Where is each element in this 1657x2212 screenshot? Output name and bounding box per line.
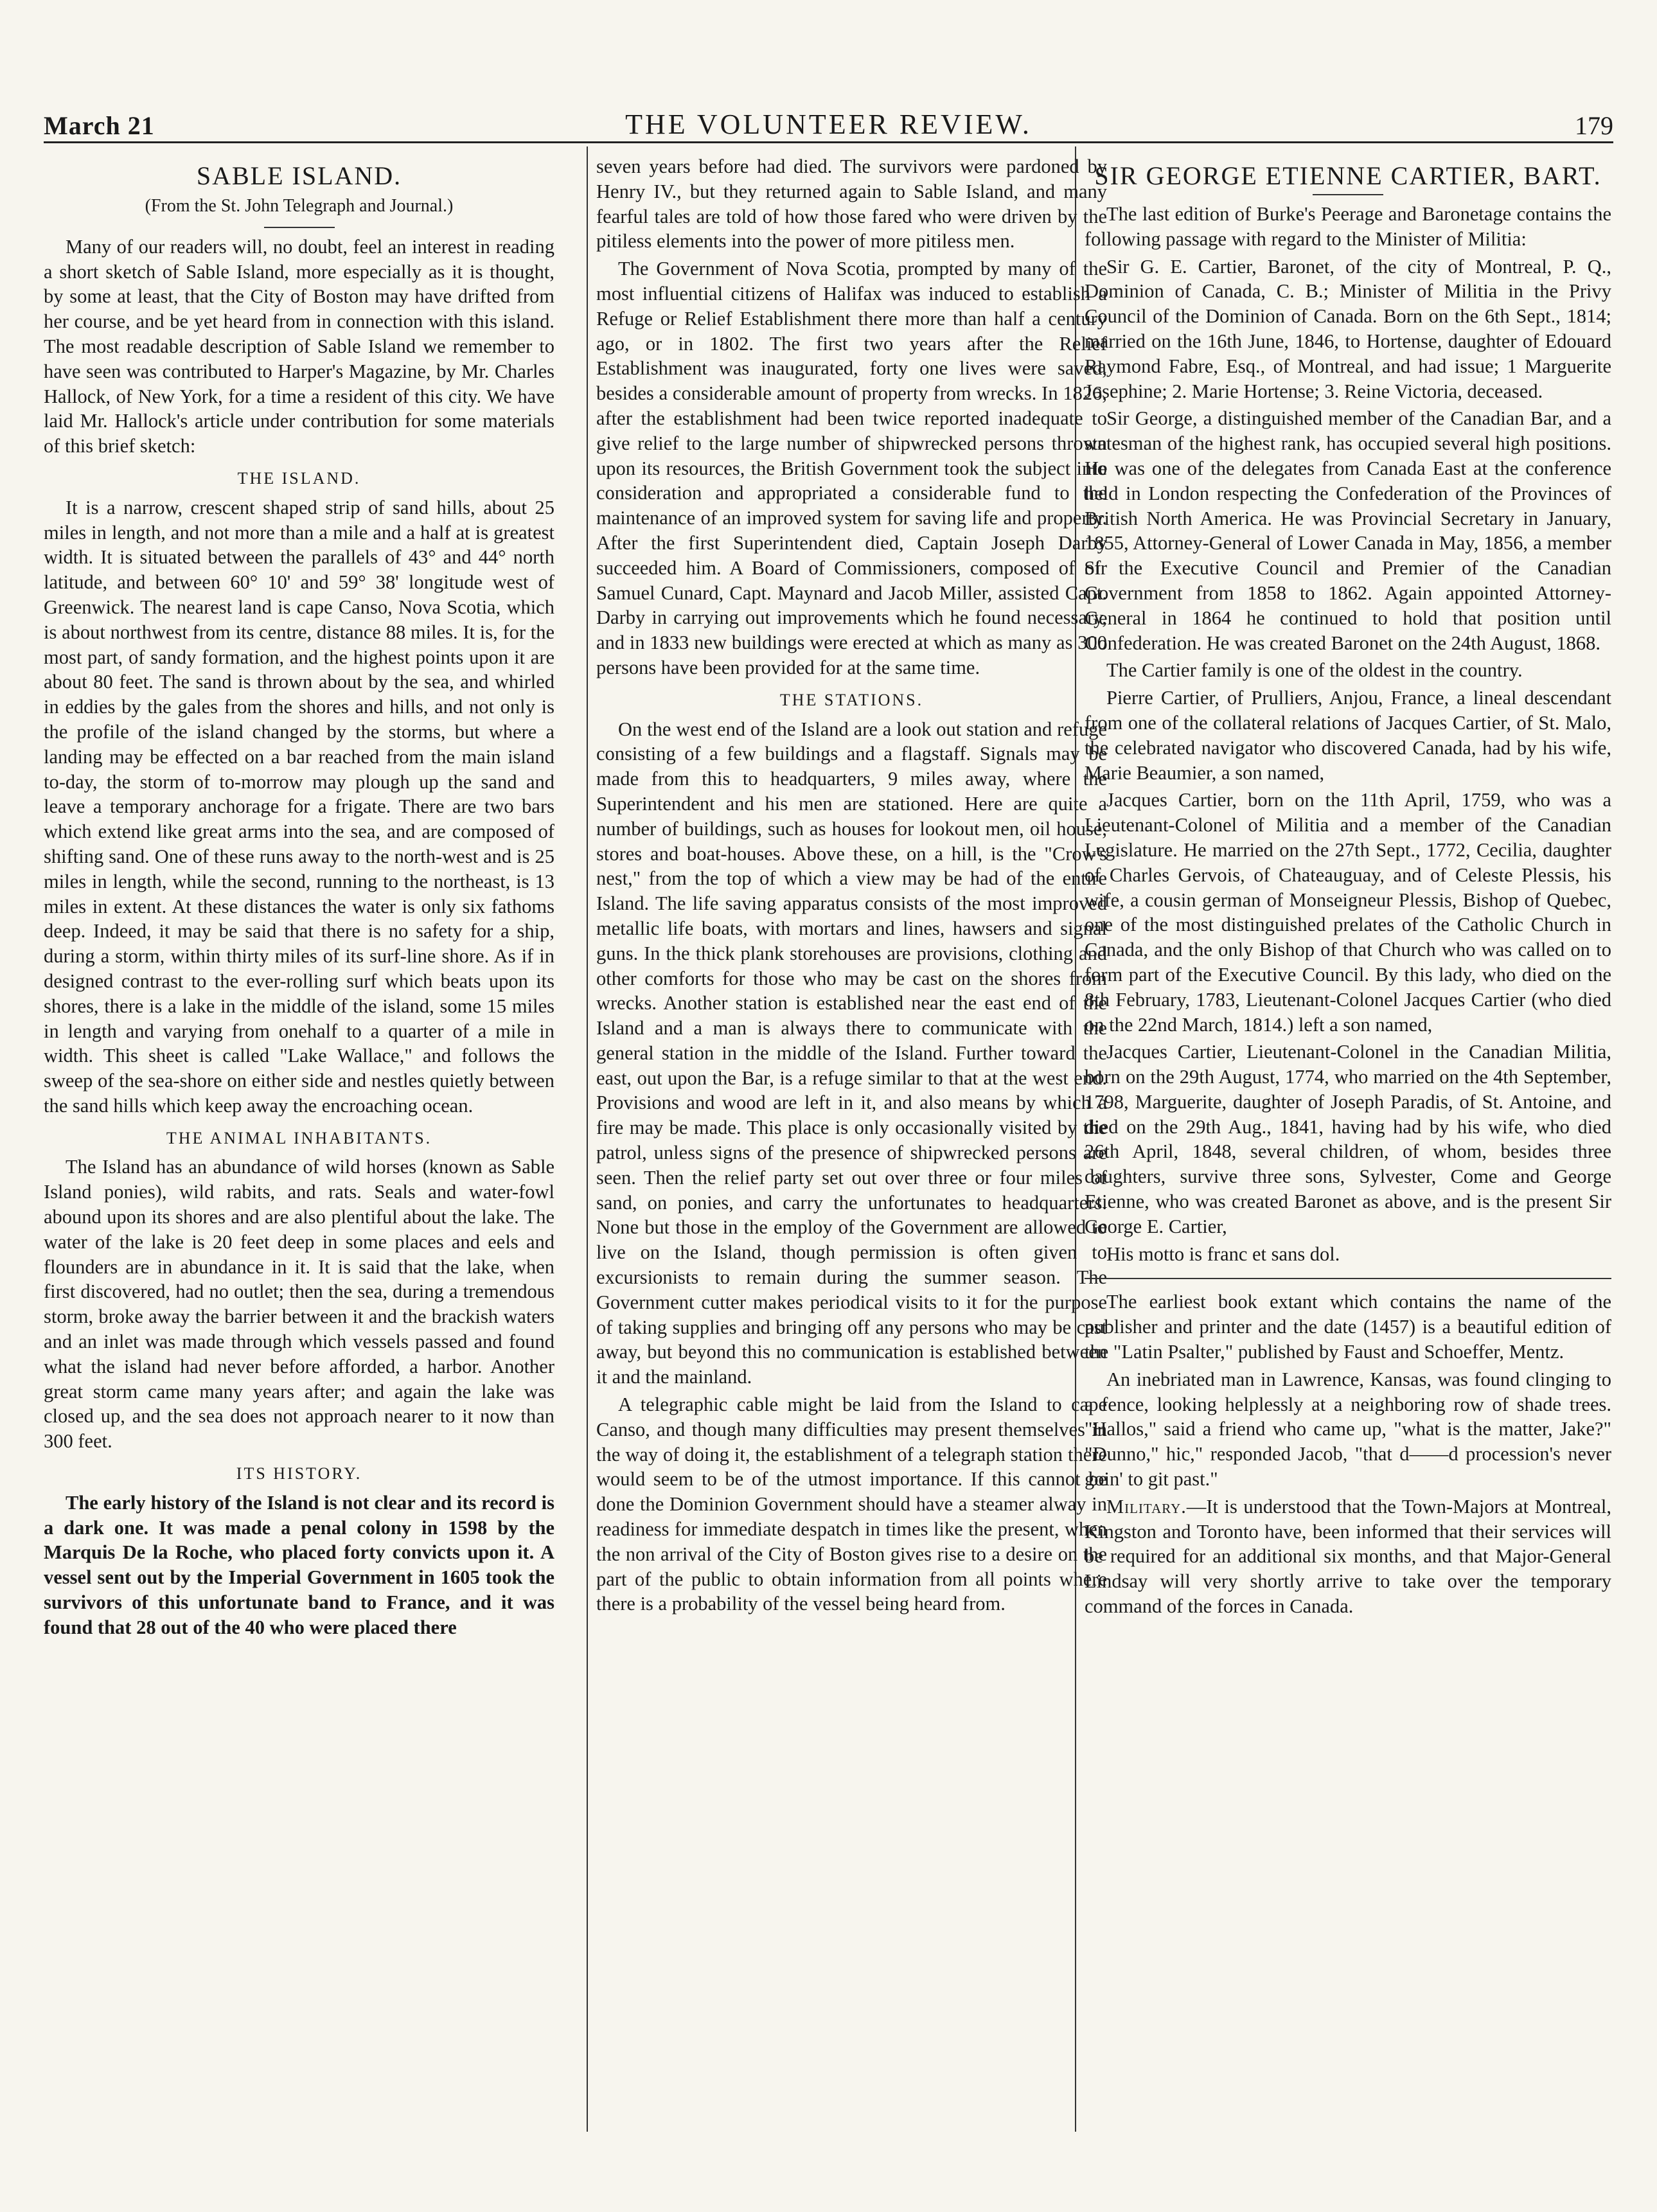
military-text: —It is understood that the Town-Majors at Montreal, Kingston and Toronto have, been informed that their services will be required for an additional six months, and that Major-General Lindsay will very shortly arrive to take over the temporary command of the forces in Canada. — [1085, 1495, 1611, 1618]
header-page-number: 179 — [1575, 111, 1613, 140]
paragraph: The Island has an abundance of wild horses (known as Sable Island ponies), wild rabits, and rats. Seals and water-fowl abound upon its shores and are also plentiful about the lake. The water of the lake is 20 feet deep in some places and eels and flounders are in abundance in it. It is said that the lake, when first discovered, had no outlet; then the sea, during a tremendous storm, broke away the barrier between it and the brackish waters and an inlet was made through which vessels passed and found what the island had never before afforded, a harbor. Another great storm came many years after; and again the lake was closed up, and the sea does not approach nearer to it now than 300 feet. — [44, 1156, 554, 1453]
paragraph: The earliest book extant which contains the name of the publisher and printer and the date (1457) is a beautiful edition of the "Latin Psalter," published by Faust and Schoeffer, Mentz. — [1085, 1291, 1611, 1363]
paragraph: Sir George, a distinguished member of the Canadian Bar, and a statesman of the highest rank, has occupied several high positions. He was one of the delegates from Canada East at the conference held in London respecting the Confederation of the Provinces of British North America. He was Provincial Secretary in January, 1855, Attorney-General of Lower Canada in May, 1856, a member of the Executive Council and Premier of the Canadian Government from 1858 to 1862. Again appointed Attorney-General in 1864 he continued to hold that position until Confederation. He was created Baronet on the 24th August, 1868. — [1085, 407, 1611, 654]
divider — [264, 227, 335, 228]
paragraph: The Cartier family is one of the oldest in the country. — [1106, 659, 1523, 682]
paragraph: It is a narrow, crescent shaped strip of sand hills, about 25 miles in length, and not more than a mile and a half at is greatest width. It is situated between the parallels of 43° and 44° north latitude, and between 60° 10' and 59° 38' longitude west of Greenwick. The nearest land is cape Canso, Nova Scotia, which is about northwest from its centre, distance 88 miles. It is, for the most part, of sandy formation, and the highest points upon it are about 80 feet. The sand is thrown about by the sea, and whirled in eddies by the gales from the shores and hills, and not only is the profile of the island changed by the storms, but where a landing may be effected on a bar reached from the main island to-day, the storm of to-morrow may plough up the sand and leave a temporary anchorage for a frigate. There are two bars which extend like great arms into the sea, and are composed of shifting sand. One of these runs away to the north-west and is 25 miles in length, while the second, running to the northeast, is 13 miles in extent. At these distances the water is only six fathoms deep. Indeed, it may be said that there is no safety for a ship, during a storm, within thirty miles of its surf-line shore. As if in designed contrast to the ever-rolling surf which beats upon its shores, there is a lake in the middle of the island, some 15 miles in length and varying from onehalf to a quarter of a mile in width. This sheet is called "Lake Wallace," and follows the sweep of the sea-shore on either side and nestles quietly between the sand hills which keep away the encroaching ocean. — [44, 496, 554, 1117]
section-heading: THE STATIONS. — [779, 690, 924, 709]
paragraph: The last edition of Burke's Peerage and Baronetage contains the following passage with regard to the Minister of Militia: — [1085, 203, 1611, 250]
section-heading: THE ANIMAL INHABITANTS. — [166, 1128, 432, 1147]
header-title: THE VOLUNTEER REVIEW. — [625, 109, 1032, 140]
column-divider — [587, 146, 588, 2132]
motto: His motto is franc et sans dol. — [1106, 1243, 1340, 1265]
military-lead: Military. — [1106, 1495, 1187, 1517]
paragraph: Many of our readers will, no doubt, feel an interest in reading a short sketch of Sable Island, more especially as it is thought, by some at least, that the City of Boston may have drifted from her course, and be yet heard from in connection with this island. The most readable description of Sable Island we remember to have seen was contributed to Harper's Magazine, by Mr. Charles Hallock, of New York, for a time a resident of this city. We have laid Mr. Hallock's article under contribution for some materials of this brief sketch: — [44, 235, 554, 457]
paragraph: The Government of Nova Scotia, prompted by many of the most influential citizens of Halifax was induced to establish a Refuge or Relief Establishment there more than half a century ago, or in 1802. The first two years after the Relief Establishment was inaugurated, forty one lives were saved, besides a considerable amount of property from wrecks. In 1826, after the establishment had been twice reported inadequate to give relief to the large number of shipwrecked persons thrown upon its resources, the British Government took the subject into consideration and appropriated a considerable fund to the maintenance of an improved system for saving life and property. After the first Superintendent died, Captain Joseph Darby succeeded him. A Board of Commissioners, composed of Sir Samuel Cunard, Capt. Maynard and Jacob Miller, assisted Capt. Darby in carrying out improvements which he found necessary, and in 1833 new buildings were erected at which as many as 300 persons have been provided for at the same time. — [596, 258, 1107, 678]
paragraph: A telegraphic cable might be laid from the Island to cape Canso, and though many difficulties may present themselves in the way of doing it, the establishment of a telegraph station there would seem to be of the utmost importance. If this cannot be done the Dominion Government should have a steamer alway in readiness for immediate despatch in times like the present, when the non arrival of the City of Boston gives rise to a desire on the part of the public to obtain information from all points where there is a probability of the vessel being heard from. — [596, 1394, 1107, 1615]
column-2 — [596, 154, 1107, 1619]
section-heading: THE ISLAND. — [237, 468, 361, 488]
paragraph: Jacques Cartier, born on the 11th April, 1759, who was a Lieutenant-Colonel of Militia and a member of the Canadian Legislature. He married on the 27th Sept., 1772, Cecilia, daughter of Charles Gervois, of Chateauguay, and of Celeste Plessis, his wife, a cousin german of Monseigneur Plessis, Bishop of Quebec, one of the most distinguished prelates of the Catholic Church in Canada, and the only Bishop of that Church who was called on to form part of the Executive Council. By this lady, who died on the 8th February, 1783, Lieutenant-Colonel Jacques Cartier (who died on the 22nd March, 1814.) left a son named, — [1085, 789, 1611, 1036]
paragraph: seven years before had died. The survivors were pardoned by Henry IV., but they returned again to Sable Island, and many fearful tales are told of how those fared who were driven by the pitiless elements into the power of more pitiless men. — [596, 155, 1107, 252]
section-heading: ITS HISTORY. — [236, 1464, 362, 1483]
paragraph — [1085, 1494, 1611, 1619]
article-source: (From the St. John Telegraph and Journal.) — [145, 196, 454, 216]
paragraph: On the west end of the Island are a look out station and refuge consisting of a few buildings and a flagstaff. Signals may be made from this to headquarters, 9 miles away, where the Superintendent and his men are stationed. Here are quite a number of buildings, such as houses for lookout men, oil house, stores and boat-houses. Above these, on a hill, is the "Crow's nest," from the top of which a view may be had of the entire Island. The life saving apparatus consists of the most improved metallic life boats, with mortars and lines, hawsers and signal guns. In the thick plank storehouses are provisions, clothing and other comforts for those who may be cast on the shores from wrecks. Another station is established near the east end of the Island and a man is always there to communicate with the general station in the middle of the Island. Further toward the east, out upon the Bar, is a refuge similar to that at the west end. Provisions and wood are left in it, and also means by which a fire may be made. This place is only occasionally visited by the patrol, unless signs of the presence of shipwrecked persons are seen. Then the relief party set out over three or four miles of sand, on ponies, and carry the unfortunates to headquarters. None but those in the employ of the Government are allowed to live on the Island, though permission is often given to excursionists to remain during the summer season. The Government cutter makes periodical visits to it for the purpose of taking supplies and bringing off any persons who may be cast away, but beyond this no communication is established between it and the mainland. — [596, 718, 1107, 1388]
divider — [1313, 194, 1383, 195]
column-3 — [1085, 154, 1611, 1622]
page-header — [44, 96, 1613, 143]
header-date: March 21 — [44, 111, 155, 140]
paragraph: Sir G. E. Cartier, Baronet, of the city of Montreal, P. Q., Dominion of Canada, C. B.; Minister of Militia in the Privy Council of the Dominion of Canada. Born on the 6th Sept., 1814; married on the 16th June, 1846, to Hortense, daughter of Edouard Raymond Fabre, Esq., of Montreal, and had issue; 1 Marguerite Josephine; 2. Marie Hortense; 3. Reine Victoria, deceased. — [1085, 255, 1611, 402]
article-title-cartier: SIR GEORGE ETIENNE CARTIER, BART. — [1094, 161, 1602, 190]
paragraph: The early history of the Island is not clear and its record is a dark one. It was made a penal colony in 1598 by the Marquis De la Roche, who placed forty convicts upon it. A vessel sent out by the Imperial Government in 1605 took the survivors of this unfortunate band to France, and it was found that 28 out of the 40 who were placed there — [44, 1491, 554, 1638]
paragraph: Jacques Cartier, Lieutenant-Colonel in the Canadian Militia, born on the 29th August, 1774, who married on the 4th September, 1798, Marguerite, daughter of Joseph Paradis, of St. Antoine, and died on the 29th Aug., 1841, having had by his wife, who died 26th April, 1848, several children, of whom, besides three daughters, survive three sons, Sylvester, Come and George Etienne, who was created Baronet as above, and is the present Sir George E. Cartier, — [1085, 1041, 1611, 1237]
article-title-sable-island: SABLE ISLAND. — [196, 161, 402, 190]
paragraph: An inebriated man in Lawrence, Kansas, was found clinging to a fence, looking helplessly at a neighboring row of shade trees. "Hallos," said a friend who came up, "what is the matter, Jake?" "Dunno," hic," responded Jacob, "that d——d procession's never goin' to git past." — [1085, 1368, 1611, 1491]
column-1 — [44, 154, 554, 1643]
divider — [1085, 1278, 1611, 1279]
paragraph: Pierre Cartier, of Prulliers, Anjou, France, a lineal descendant from one of the collateral relations of Jacques Cartier, of St. Malo, the celebrated navigator who discovered Canada, had by his wife, Marie Beaumier, a son named, — [1085, 687, 1611, 784]
